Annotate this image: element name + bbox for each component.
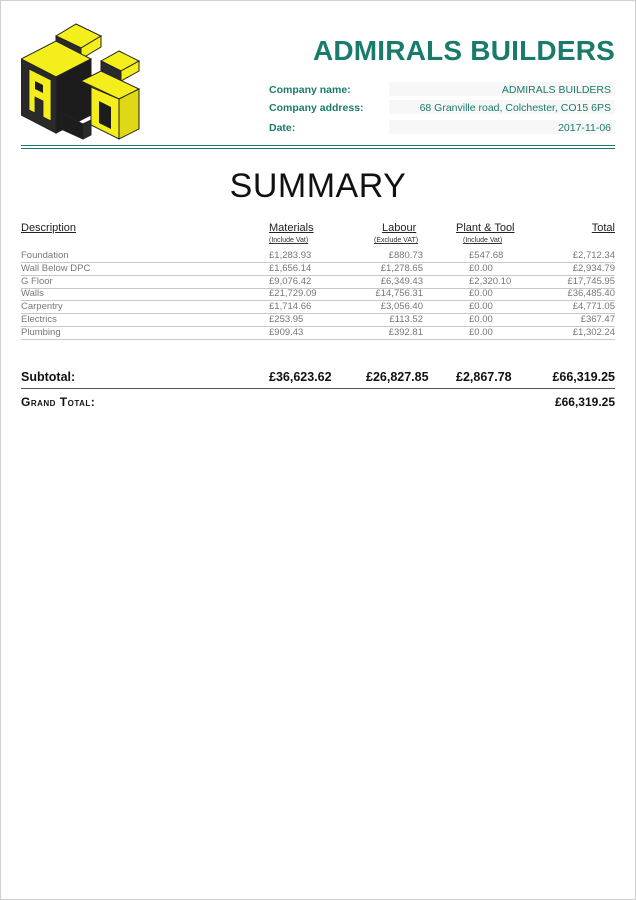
date-label: Date:: [269, 122, 296, 134]
header-description: Description: [21, 222, 77, 234]
subtotal-total: £66,319.25: [552, 370, 615, 384]
cell-plant-tool: £0.00: [469, 326, 493, 338]
cell-plant-tool: £0.00: [469, 288, 493, 300]
cell-plant-tool: £0.00: [469, 314, 493, 325]
table-row: [21, 314, 615, 327]
cell-labour: £392.81: [388, 326, 423, 338]
subtotal-row: [21, 367, 615, 387]
grand-total-value: £66,319.25: [554, 395, 615, 409]
cell-labour: £113.52: [389, 314, 423, 325]
cell-plant-tool: £0.00: [469, 301, 493, 313]
table-row: [21, 301, 615, 314]
cell-plant-tool: £0.00: [469, 262, 493, 274]
cell-labour: £6,349.43: [380, 275, 423, 287]
subtotal-label: Subtotal:: [21, 370, 76, 384]
subtotal-materials: £36,623.62: [269, 370, 332, 384]
company-address-value: 68 Granville road, Colchester, CO15 6PS: [419, 102, 611, 114]
company-address-label: Company address:: [269, 102, 364, 114]
cell-materials: £253.95: [269, 314, 304, 325]
cell-total: £2,712.34: [572, 250, 615, 261]
cell-total: £2,934.79: [572, 262, 615, 274]
company-name-label: Company name:: [269, 84, 351, 96]
cell-description: Plumbing: [21, 326, 61, 338]
table-row: [21, 327, 615, 340]
cell-materials: £1,283.93: [269, 250, 312, 261]
header-plant-tool: Plant & Tool: [456, 222, 515, 234]
cell-materials: £1,656.14: [269, 262, 312, 274]
cell-materials: £1,714.66: [269, 301, 312, 313]
cell-labour: £14,756.31: [375, 288, 423, 300]
header-materials-note: (Include Vat): [269, 237, 309, 244]
company-logo-icon: [21, 21, 141, 141]
cell-labour: £880.73: [388, 250, 423, 261]
cell-description: G Floor: [21, 275, 53, 287]
header-total: Total: [591, 222, 615, 234]
table-row: [21, 263, 615, 276]
cell-total: £36,485.40: [567, 288, 615, 300]
cell-total: £4,771.05: [572, 301, 615, 313]
header-divider: [21, 145, 615, 146]
subtotal-divider: [21, 388, 615, 389]
table-row: [21, 276, 615, 289]
cell-description: Electrics: [21, 314, 57, 325]
header-labour: Labour: [382, 222, 417, 234]
grand-total-label: Grand Total:: [21, 395, 96, 409]
subtotal-labour: £26,827.85: [366, 370, 429, 384]
cell-materials: £909.43: [269, 326, 304, 338]
cell-description: Foundation: [21, 250, 69, 261]
cell-total: £1,302.24: [572, 326, 615, 338]
subtotal-plant-tool: £2,867.78: [456, 370, 512, 384]
date-value: 2017-11-06: [558, 122, 611, 134]
company-name-value: ADMIRALS BUILDERS: [501, 84, 611, 96]
cell-plant-tool: £2,320.10: [469, 275, 512, 287]
cell-total: £17,745.95: [567, 275, 615, 287]
cell-description: Walls: [21, 288, 44, 300]
cell-total: £367.47: [580, 314, 615, 325]
cell-description: Wall Below DPC: [21, 262, 91, 274]
header-labour-note: (Exclude VAT): [374, 237, 419, 244]
cell-plant-tool: £547.68: [469, 250, 504, 261]
cell-materials: £21,729.09: [269, 288, 317, 300]
cell-materials: £9,076.42: [269, 275, 312, 287]
header-divider-secondary: [21, 148, 615, 149]
summary-title: SUMMARY: [229, 167, 407, 205]
table-row: [21, 250, 615, 263]
cell-labour: £1,278.65: [380, 262, 423, 274]
cell-description: Carpentry: [21, 301, 63, 313]
header-plant-tool-note: (Include Vat): [463, 237, 503, 244]
header-materials: Materials: [269, 222, 314, 234]
table-row: [21, 288, 615, 301]
cell-labour: £3,056.40: [380, 301, 423, 313]
company-title: ADMIRALS BUILDERS: [312, 35, 615, 66]
